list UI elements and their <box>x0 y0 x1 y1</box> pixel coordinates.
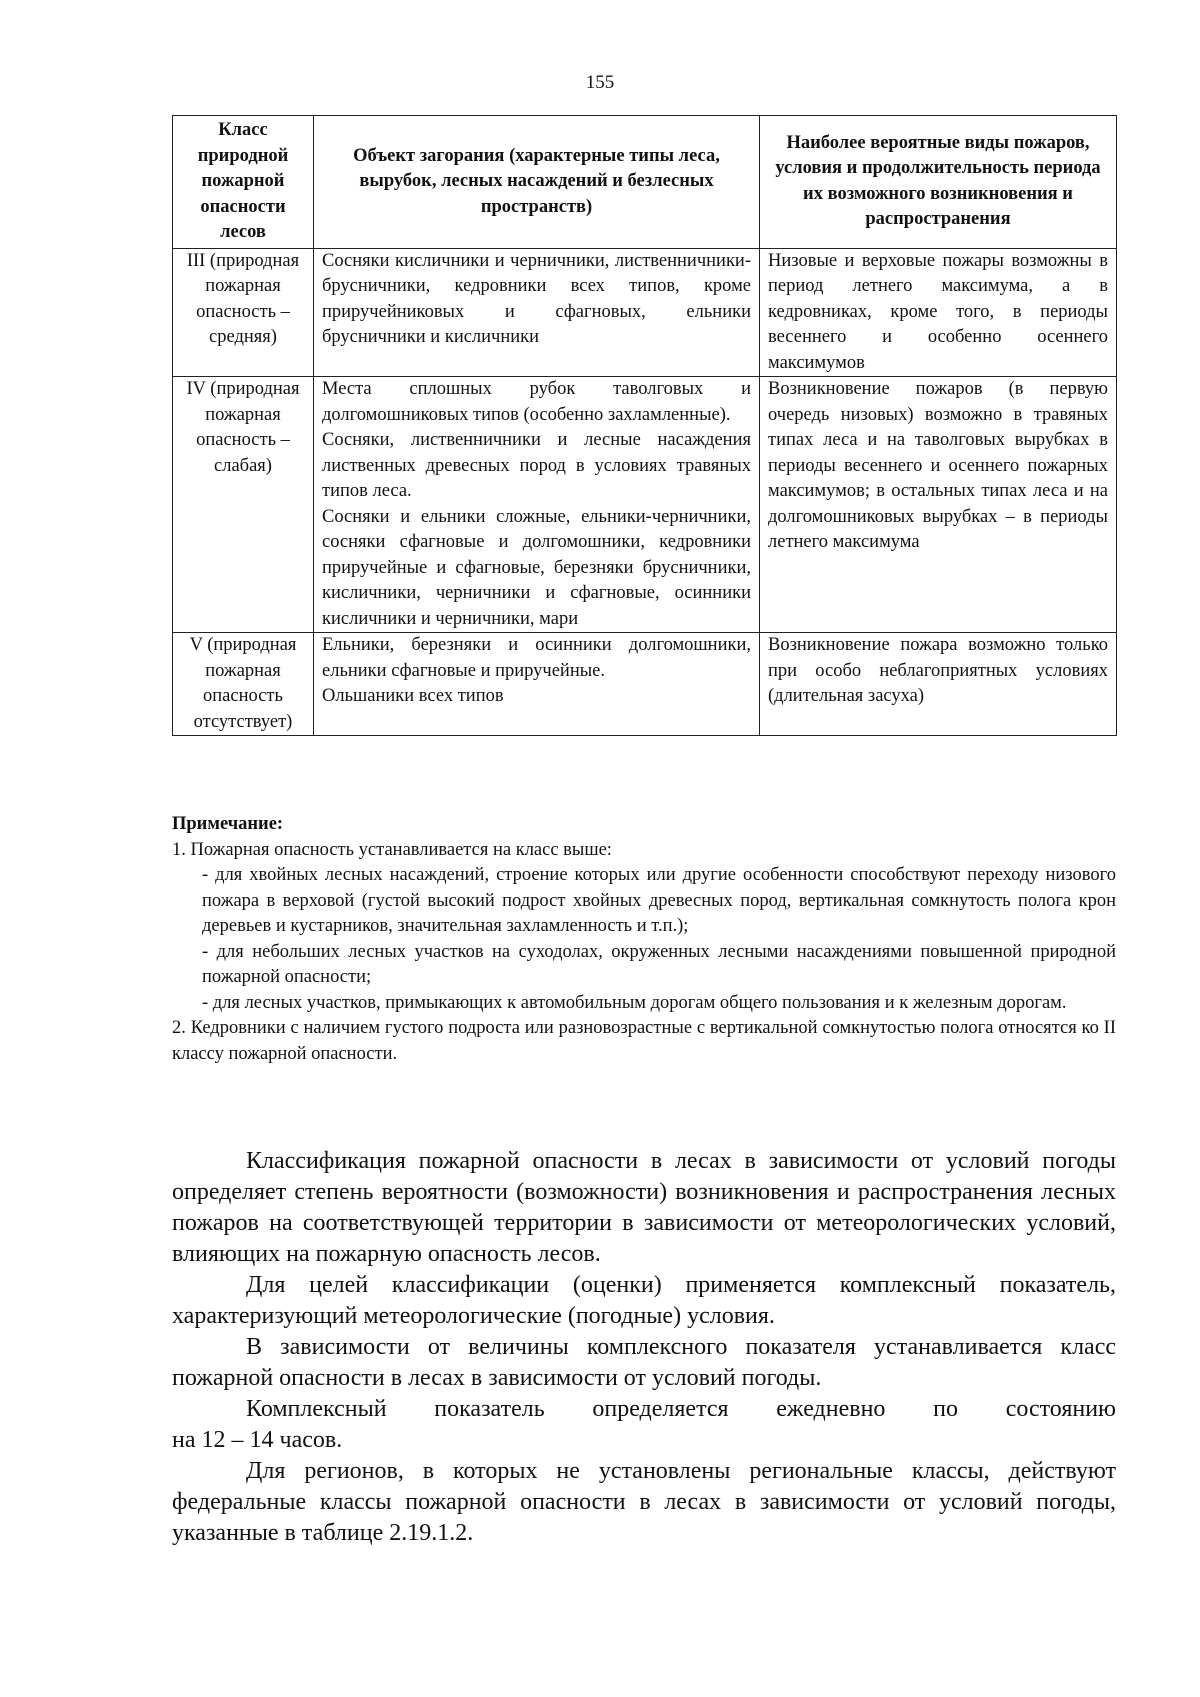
cell-object <box>314 377 760 633</box>
paragraph: В зависимости от величины комплексного показателя устанавливается класс пожарной опасности в лесах в зависимости от условий погоды. <box>172 1334 1116 1391</box>
cell-paragraph: Ельники, березняки и осинники долгомошники, ельники сфагновые и приручейные. <box>322 635 751 681</box>
header-class: Класс природной пожарной опасности лесов <box>173 116 314 249</box>
table-row <box>173 248 1117 377</box>
page-number: 155 <box>585 72 615 93</box>
note-subitem: - для хвойных лесных насаждений, строение которых или другие особенности способствуют переходу низового пожара в верховой (густой высокий подрост хвойных древесных пород, вертикальная сомкнутость полога крон деревьев и кустарников, значительная захламленность и т.п.); <box>202 865 1116 936</box>
note-subitem: - для лесных участков, примыкающих к автомобильным дорогам общего пользования и к железным дорогам. <box>202 992 1067 1013</box>
table-row <box>173 377 1117 633</box>
notes-title: Примечание: <box>172 814 284 834</box>
note-item-2: 2. Кедровники с наличием густого подроста или разновозрастные с вертикальной сомкнутостью полога относятся ко II классу пожарной опасности. <box>172 1018 1116 1064</box>
table-header-row <box>173 116 1117 249</box>
cell-paragraph: Сосняки кисличники и черничники, лиственничники-брусничники, кедровники всех типов, кроме приручейниковых и сфагновых, ельники брусничники и кисличники <box>322 250 751 347</box>
paragraph-continuation: на 12 – 14 часов. <box>172 1427 343 1453</box>
header-object: Объект загорания (характерные типы леса, вырубок, лесных насаждений и безлесных пространств) <box>314 116 760 249</box>
note-subitem: - для небольших лесных участков на суходолах, окруженных лесными насаждениями повышенной природной пожарной опасности; <box>202 941 1116 987</box>
cell-object <box>314 248 760 377</box>
notes-section <box>172 812 1116 1067</box>
note-item-1: 1. Пожарная опасность устанавливается на класс выше: <box>172 839 612 860</box>
cell-paragraph: Сосняки, лиственничники и лесные насаждения лиственных древесных пород в условиях травяных типов леса. <box>322 430 751 501</box>
cell-class: IV (природная пожарная опасность – слабая) <box>173 377 314 633</box>
paragraph: Классификация пожарной опасности в лесах в зависимости от условий погоды определяет степень вероятности (возможности) возникновения и распространения лесных пожаров на соответствующей территории в зависимости от метеорологических условий, влияющих на пожарную опасность лесов. <box>172 1148 1116 1267</box>
cell-class: V (природная пожарная опасность отсутствует) <box>173 633 314 736</box>
header-fire-types: Наиболее вероятные виды пожаров, условия и продолжительность периода их возможного возникновения и распространения <box>760 116 1117 249</box>
cell-class: III (природная пожарная опасность – средняя) <box>173 248 314 377</box>
body-text <box>172 1146 1116 1549</box>
cell-fire: Возникновение пожаров (в первую очередь низовых) возможно в травяных типах леса и на таволговых вырубках в периоды весеннего и осеннего пожарных максимумов; в остальных типах леса и на долгомошниковых вырубках – в периоды летнего максимума <box>760 377 1117 633</box>
table-row <box>173 633 1117 736</box>
cell-fire: Низовые и верховые пожары возможны в период летнего максимума, а в кедровниках, кроме того, в периоды весеннего и особенно осеннего максимумов <box>760 248 1117 377</box>
cell-fire: Возникновение пожара возможно только при особо неблагоприятных условиях (длительная засуха) <box>760 633 1117 736</box>
cell-object <box>314 633 760 736</box>
cell-paragraph: Места сплошных рубок таволговых и долгомошниковых типов (особенно захламленные). <box>322 379 751 425</box>
cell-paragraph: Ольшаники всех типов <box>322 686 504 706</box>
fire-danger-table <box>172 115 1117 736</box>
cell-paragraph: Сосняки и ельники сложные, ельники-черничники, сосняки сфагновые и долгомошники, кедровники приручейные и сфагновые, березняки брусничники, кисличники, черничники и сфагновые, осинники кисличники и черничники, мари <box>322 506 751 629</box>
paragraph: Для целей классификации (оценки) применяется комплексный показатель, характеризующий метеорологические (погодные) условия. <box>172 1272 1116 1329</box>
paragraph: Для регионов, в которых не установлены региональные классы, действуют федеральные классы пожарной опасности в лесах в зависимости от условий погоды, указанные в таблице 2.19.1.2. <box>172 1458 1116 1546</box>
paragraph: Комплексный показатель определяется ежедневно по состоянию <box>246 1396 1116 1422</box>
